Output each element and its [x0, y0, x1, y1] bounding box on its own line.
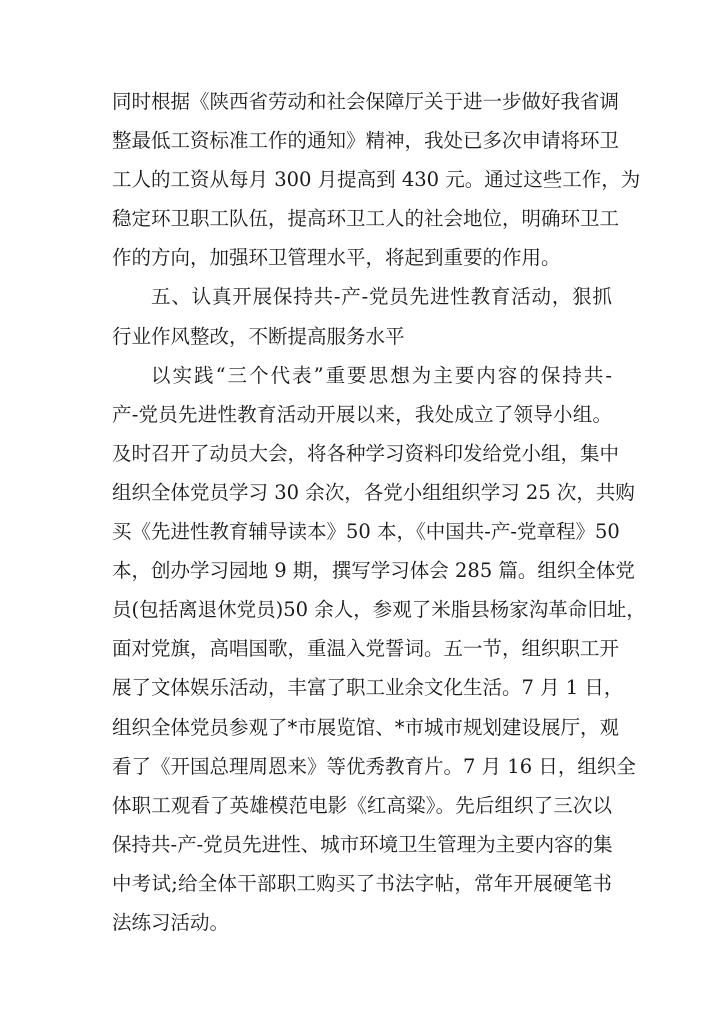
- text-line: 稳定环卫职工队伍，提高环卫工人的社会地位，明确环卫工: [112, 207, 620, 231]
- text-line: 中考试;给全体干部职工购买了书法字帖，常年开展硬笔书: [112, 871, 612, 895]
- text-line: 体职工观看了英雄模范电影《红高粱》。先后组织了三次以: [112, 793, 612, 817]
- text-line: 以实践“三个代表”重要思想为主要内容的保持共-: [151, 363, 612, 387]
- text-line: 及时召开了动员大会，将各种学习资料印发给党小组，集中: [112, 441, 620, 465]
- paragraph-labor-wage: [112, 82, 641, 277]
- text-line: 同时根据《陕西省劳动和社会保障厅关于进一步做好我省调: [112, 90, 620, 113]
- paragraph-education-activities: [112, 356, 646, 942]
- text-line: 本，创办学习园地 9 期，撰写学习体会 285 篇。组织全体党: [112, 559, 635, 583]
- text-line: 展了文体娱乐活动，丰富了职工业余文化生活。7 月 1 日，: [112, 676, 624, 700]
- text-line: 买《先进性教育辅导读本》50 本，《中国共-产-党章程》50: [112, 520, 620, 544]
- section-five-heading: [112, 277, 612, 355]
- text-line: 作的方向，加强环卫管理水平，将起到重要的作用。: [112, 246, 561, 270]
- text-line: 面对党旗，高唱国歌，重温入党誓词。五一节，组织职工开: [112, 637, 620, 661]
- text-line: 五、认真开展保持共-产-党员先进性教育活动，狠抓: [151, 285, 612, 309]
- text-line: 看了《开国总理周恩来》等优秀教育片。7 月 16 日，组织全: [112, 754, 636, 778]
- text-line: 工人的工资从每月 300 月提高到 430 元。通过这些工作，为: [112, 168, 641, 192]
- document-body: [112, 82, 646, 942]
- text-line: 法练习活动。: [112, 910, 230, 934]
- text-line: 员(包括离退休党员)50 余人，参观了米脂县杨家沟革命旧址，: [112, 598, 646, 622]
- text-line: 保持共-产-党员先进性、城市环境卫生管理为主要内容的集: [112, 832, 613, 856]
- text-line: 组织全体党员学习 30 余次，各党小组组织学习 25 次，共购: [112, 480, 635, 504]
- text-line: 产-党员先进性教育活动开展以来，我处成立了领导小组。: [112, 402, 612, 426]
- text-line: 整最低工资标准工作的通知》精神，我处已多次申请将环卫: [112, 129, 620, 153]
- text-line: 组织全体党员参观了*市展览馆、*市城市规划建设展厅，观: [112, 715, 620, 739]
- text-line: 行业作风整改，不断提高服务水平: [112, 324, 405, 348]
